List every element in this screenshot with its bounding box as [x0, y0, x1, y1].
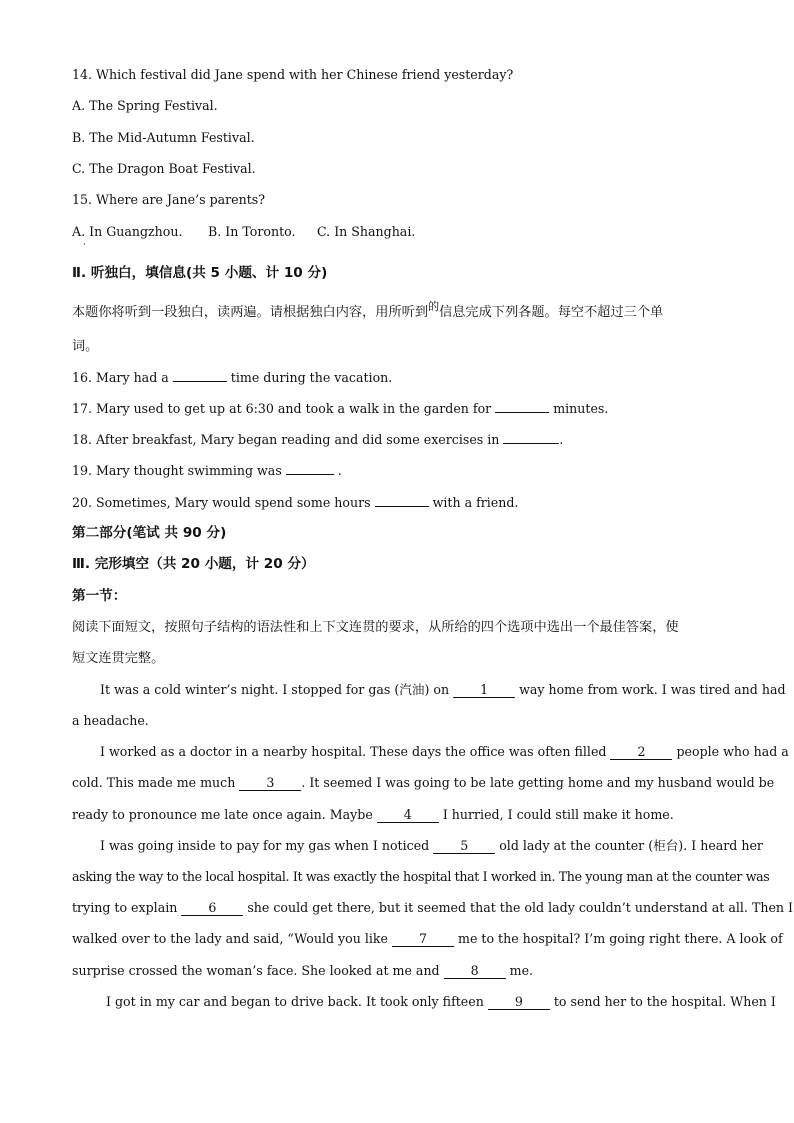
passage-text: old lady at the counter (柜台). I heard her: [495, 838, 763, 853]
passage-p4-line1: [106, 993, 776, 1011]
q15-stem: 15. Where are Jane’s parents?: [72, 192, 266, 207]
section2-instr-sup: 的: [428, 300, 440, 313]
passage-p3-line5: [72, 962, 533, 980]
passage-p3-line2: asking the way to the local hospital. It was exactly the hospital that I worked in. The young man at the counter was: [72, 869, 770, 884]
q20-text-post: with a friend.: [428, 495, 519, 510]
stray-dot: ·: [83, 240, 86, 250]
section2-instr-part1: 本题你将听到一段独白，读两遍。请根据独白内容，用所听到: [72, 305, 429, 320]
section2-instructions-line2: 词。: [72, 339, 99, 354]
q19-text-post: .: [333, 463, 342, 478]
passage-text: way home from work. I was tired and had: [515, 682, 786, 697]
cloze-blank-4[interactable]: 4: [377, 808, 439, 823]
q19-blank[interactable]: [286, 474, 334, 475]
section3-heading: Ⅲ. 完形填空（共 20 小题，计 20 分）: [72, 556, 315, 572]
q14-option-a: A. The Spring Festival.: [72, 98, 218, 113]
q14-stem: 14. Which festival did Jane spend with her Chinese friend yesterday?: [72, 67, 514, 82]
q15-option-c: C. In Shanghai.: [317, 224, 416, 239]
passage-p2-line1: [100, 743, 789, 761]
q18-blank[interactable]: [503, 443, 559, 444]
section2-instructions-line1: [72, 300, 664, 322]
passage-text: me to the hospital? I’m going right there. A look of: [454, 931, 783, 946]
cloze-blank-1[interactable]: 1: [453, 683, 515, 698]
passage-text: I got in my car and began to drive back. It took only fifteen: [106, 994, 488, 1009]
passage-p3-line3: [72, 899, 793, 917]
passage-text: It was a cold winter’s night. I stopped for gas (汽油) on: [100, 682, 454, 697]
q19: [72, 462, 342, 480]
q17: [72, 400, 608, 418]
section3-instructions-line2: 短文连贯完整。: [72, 651, 165, 666]
q14-option-c: C. The Dragon Boat Festival.: [72, 161, 256, 176]
cloze-blank-3[interactable]: 3: [239, 776, 301, 791]
passage-text: I hurried, I could still make it home.: [438, 807, 674, 822]
q18-text-pre: 18. After breakfast, Mary began reading and did some exercises in: [72, 432, 504, 447]
q16-text-pre: 16. Mary had a: [72, 370, 173, 385]
passage-p1-line2: a headache.: [72, 713, 149, 728]
section2-heading: Ⅱ. 听独白，填信息(共 5 小题、计 10 分): [72, 265, 328, 281]
q16: [72, 369, 392, 387]
q18: [72, 431, 563, 449]
q16-blank[interactable]: [173, 381, 227, 382]
passage-text: she could get there, but it seemed that the old lady couldn’t understand at all. Then I: [243, 900, 793, 915]
q17-blank[interactable]: [495, 412, 549, 413]
passage-text: to send her to the hospital. When I: [549, 994, 776, 1009]
q15-option-b: B. In Toronto.: [208, 224, 296, 239]
q16-text-post: time during the vacation.: [226, 370, 393, 385]
cloze-blank-7[interactable]: 7: [392, 932, 454, 947]
passage-p1-line1: [100, 681, 786, 699]
passage-text: I worked as a doctor in a nearby hospital. These days the office was often filled: [100, 744, 611, 759]
q20-blank[interactable]: [375, 506, 429, 507]
passage-text: surprise crossed the woman’s face. She looked at me and: [72, 963, 444, 978]
q20: [72, 494, 518, 512]
passage-text: trying to explain: [72, 900, 182, 915]
cloze-blank-2[interactable]: 2: [610, 745, 672, 760]
passage-text: ready to pronounce me late once again. Maybe: [72, 807, 377, 822]
q18-text-post: .: [559, 432, 564, 447]
q14-option-b: B. The Mid-Autumn Festival.: [72, 130, 255, 145]
passage-text: . It seemed I was going to be late getting home and my husband would be: [301, 775, 775, 790]
passage-text: I was going inside to pay for my gas when I noticed: [100, 838, 434, 853]
cloze-blank-9[interactable]: 9: [488, 995, 550, 1010]
cloze-blank-8[interactable]: 8: [444, 964, 506, 979]
passage-text: walked over to the lady and said, “Would you like: [72, 931, 392, 946]
q15-option-a: A. In Guangzhou.: [72, 224, 183, 239]
q20-text-pre: 20. Sometimes, Mary would spend some hours: [72, 495, 375, 510]
section3-instructions-line1: 阅读下面短文，按照句子结构的语法性和上下文连贯的要求，从所给的四个选项中选出一个最佳答案，使: [72, 620, 679, 635]
passage-p3-line1: [100, 837, 763, 855]
passage-p2-line3: [72, 806, 674, 824]
section2-instr-part2: 信息完成下列各题。每空不超过三个单: [439, 305, 664, 320]
passage-text: cold. This made me much: [72, 775, 240, 790]
q17-text-post: minutes.: [549, 401, 609, 416]
passage-text: me.: [505, 963, 534, 978]
q15-options: [72, 223, 415, 241]
q19-text-pre: 19. Mary thought swimming was: [72, 463, 286, 478]
passage-text: people who had a: [672, 744, 789, 759]
section3-subheading: 第一节：: [72, 588, 127, 604]
passage-p2-line2: [72, 774, 774, 792]
passage-p3-line4: [72, 930, 783, 948]
cloze-blank-5[interactable]: 5: [433, 839, 495, 854]
cloze-blank-6[interactable]: 6: [181, 901, 243, 916]
q17-text-pre: 17. Mary used to get up at 6:30 and took a walk in the garden for: [72, 401, 496, 416]
part2-heading: 第二部分(笔试 共 90 分): [72, 525, 227, 541]
